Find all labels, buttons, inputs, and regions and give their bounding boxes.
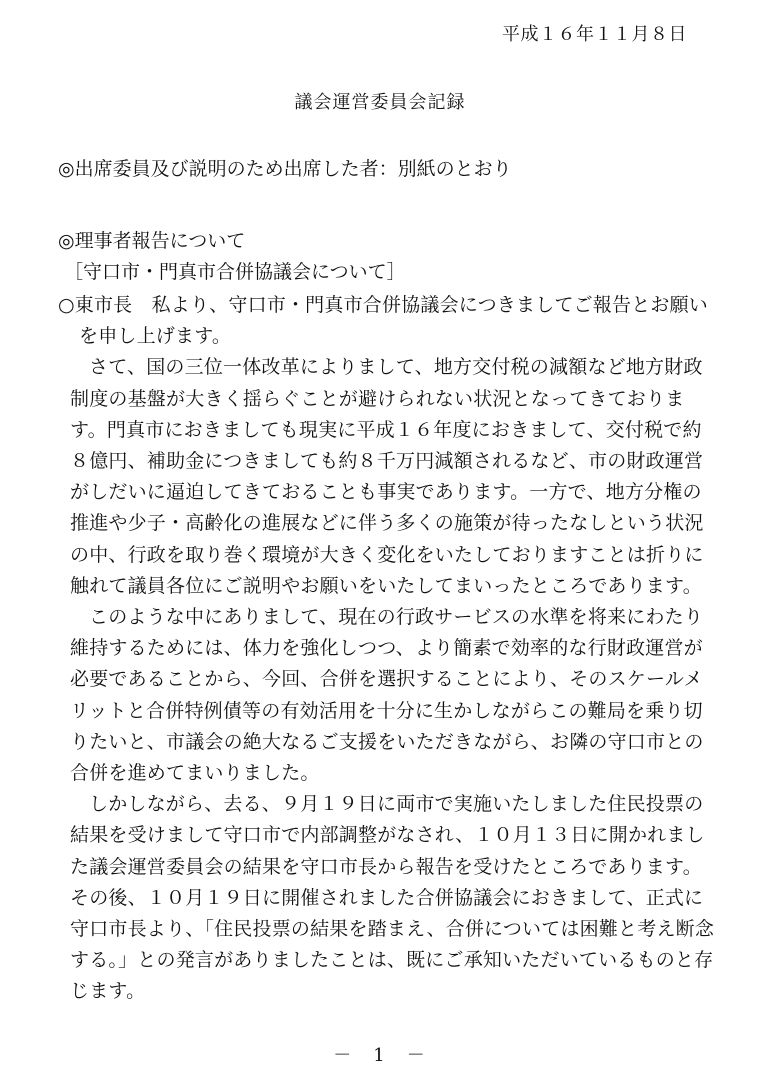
- speech-paragraph-3: しかしながら、去る、９月１９日に両市で実施いたしました住民投票の結果を受けまして守口市で内部調整がなされ、１０月１３日に開かれました議会運営委員会の結果を守口市長から報告を受けたところであります。その後、１０月１９日に開催されました合併協議会におきまして、正式に守口市長より、「住民投票の結果を踏まえ、合併については困難と考え断念する。」との発言がありましたことは、既にご承知いただいているものと存じます。: [70, 793, 715, 1003]
- speech-body: [58, 290, 718, 1008]
- document-title: 議会運営委員会記録: [294, 92, 466, 113]
- speech-paragraph-2: このような中にありまして、現在の行政サービスの水準を将来にわたり維持するためには、体力を強化しつつ、より簡素で効率的な行財政運営が必要であることから、今回、合併を選択することにより、そのスケールメリットと合併特例債等の有効活用を十分に生かしながらこの難局を乗り切りたいと、市議会の絶大なるご支援をいただきながら、お隣の守口市との合併を進めてまいりました。: [70, 606, 704, 785]
- attendees-heading: ◎出席委員及び説明のため出席した者：別紙のとおり: [58, 158, 512, 180]
- report-heading: ◎理事者報告について: [58, 230, 246, 252]
- page-number: － 1 －: [333, 1045, 427, 1066]
- speech-paragraph-1: さて、国の三位一体改革によりまして、地方交付税の減額など地方財政制度の基盤が大きく揺らぐことが避けられない状況となってきております。門真市におきましても現実に平成１６年度におきまして、交付税で約８億円、補助金につきましても約８千万円減額されるなど、市の財政運営がしだいに逼迫してきておることも事実であります。一方で、地方分権の推進や少子・高齢化の進展などに伴う多くの施策が待ったなしという状況の中、行政を取り巻く環境が大きく変化をいたしておりますことは折りに触れて議員各位にご説明やお願いをいたしてまいったところであります。: [70, 356, 704, 597]
- report-topic: ［守口市・門真市合併協議会について］: [64, 261, 406, 283]
- document-date: 平成１６年１１月８日: [502, 24, 687, 45]
- speech-opening: ○東市長 私より、守口市・門真市合併協議会につきましてご報告とお願いを申し上げます。: [58, 294, 709, 348]
